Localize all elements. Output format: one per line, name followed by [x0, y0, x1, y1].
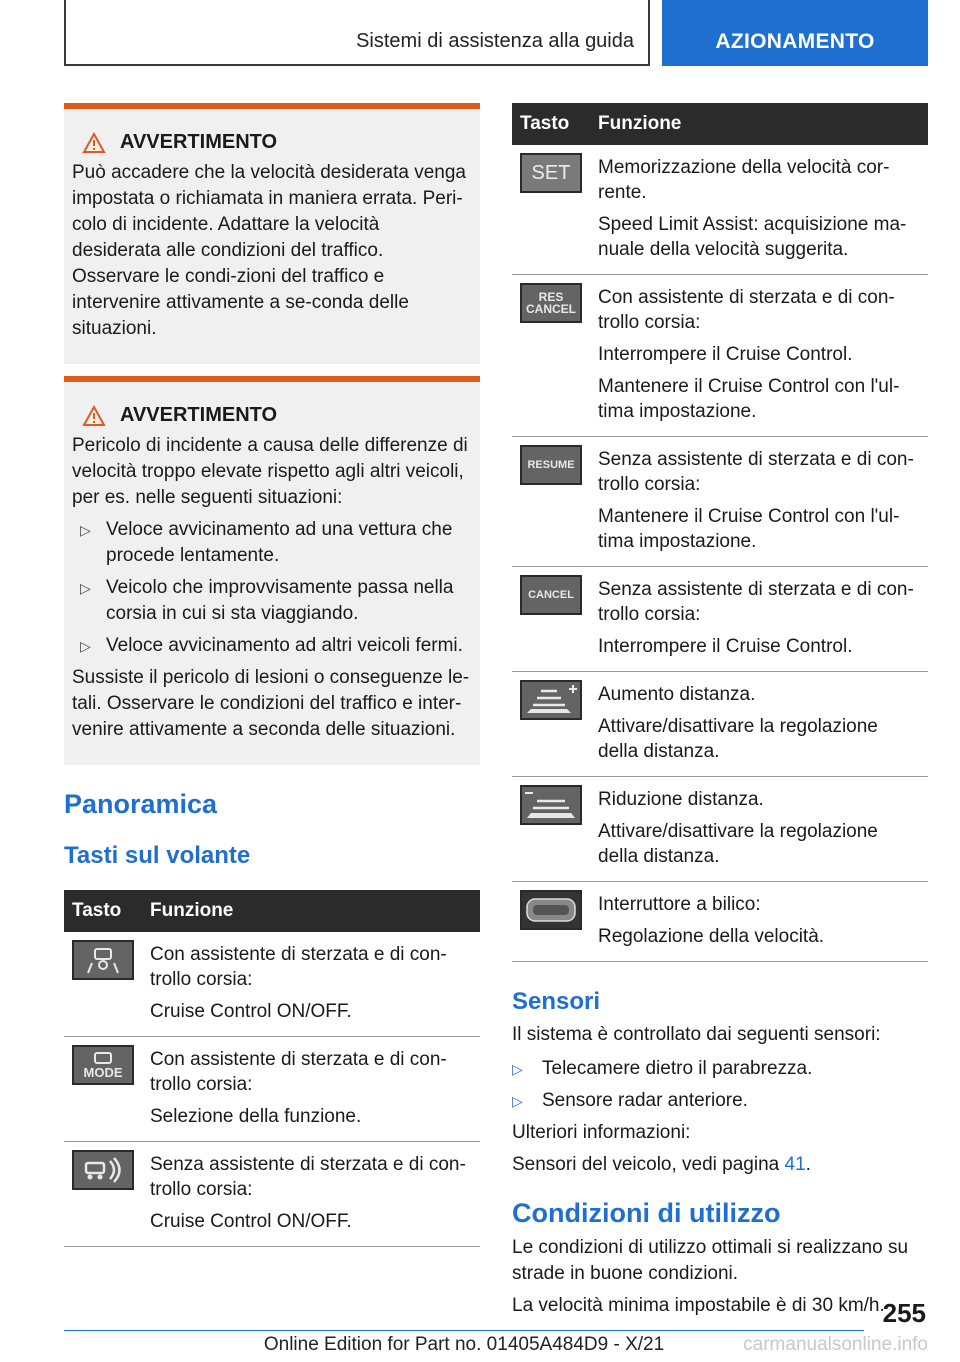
distance-minus-icon — [520, 785, 582, 825]
section-tab — [64, 0, 650, 66]
column-header-tasto: Tasto — [64, 890, 142, 932]
distance-plus-icon — [520, 680, 582, 720]
chapter-title: AZIONAMENTO — [715, 30, 875, 53]
footer-divider — [64, 1330, 864, 1331]
warning-box-2 — [64, 376, 480, 765]
table-row: Riduzione distanza. Attivare/disattivare la regolazione della distanza. — [512, 777, 928, 882]
list-item: ▷ Sensore radar anteriore. — [512, 1088, 928, 1114]
list-item: ▷ Veicolo che improvvisamente passa nella corsia in cui si sta viaggiando. — [80, 577, 454, 624]
bullet-triangle-icon: ▷ — [80, 638, 91, 654]
column-header-tasto: Tasto — [512, 103, 590, 145]
column-header-funzione: Funzione — [590, 103, 928, 145]
footer-edition: Online Edition for Part no. 01405A484D9 - X/21 — [263, 1334, 665, 1355]
table-header-row — [64, 890, 480, 932]
table-row: SET Memorizzazione della velocità cor-rente. Speed Limit Assist: acquisizione ma-nuale della velocità suggerita. — [512, 145, 928, 275]
buttons-table-right — [512, 103, 928, 962]
warning-box-1 — [64, 103, 480, 364]
resume-icon: RESUME — [520, 445, 582, 485]
cruise-lane-icon — [72, 940, 134, 980]
bullet-triangle-icon: ▷ — [512, 1093, 523, 1109]
left-column — [64, 103, 480, 1247]
warning-outro: Sussiste il pericolo di lesioni o conseguenze le-tali. Osservare le condizioni del traffico e inter-venire attivamente a seconda delle situazioni. — [72, 667, 470, 740]
bullet-triangle-icon: ▷ — [80, 522, 91, 538]
page-number: 255 — [882, 1298, 926, 1328]
sensori-reference: Sensori del veicolo, vedi pagina 41. — [512, 1154, 811, 1175]
warning-list — [72, 517, 472, 659]
table-row: Interruttore a bilico: Regolazione della velocità. — [512, 882, 928, 962]
condizioni-text-1: Le condizioni di utilizzo ottimali si realizzano su strade in buone condizioni. — [512, 1237, 909, 1284]
subsection-heading-tasti: Tasti sul volante — [64, 842, 251, 869]
table-row: Senza assistente di sterzata e di con-trollo corsia: Cruise Control ON/OFF. — [64, 1142, 480, 1247]
table-row: Con assistente di sterzata e di con-trollo corsia: Cruise Control ON/OFF. — [64, 932, 480, 1037]
table-row: MODE Con assistente di sterzata e di con-trollo corsia: Selezione della funzione. — [64, 1037, 480, 1142]
column-header-funzione: Funzione — [142, 890, 480, 932]
sensori-list — [512, 1056, 928, 1114]
bullet-triangle-icon: ▷ — [80, 580, 91, 596]
table-header-row — [512, 103, 928, 145]
chapter-tab — [662, 0, 928, 66]
mode-icon: MODE — [72, 1045, 134, 1085]
cruise-control-icon — [72, 1150, 134, 1190]
buttons-table-left — [64, 890, 480, 1247]
table-row: RESUME Senza assistente di sterzata e di con-trollo corsia: Mantenere il Cruise Control con l'ul-tima impostazione. — [512, 437, 928, 567]
warning-icon — [82, 405, 106, 427]
list-item: ▷ Telecamere dietro il parabrezza. — [512, 1056, 928, 1082]
footer-watermark: carmanualsonline.info — [743, 1334, 928, 1355]
right-column — [512, 103, 928, 1319]
condizioni-text-2: La velocità minima impostabile è di 30 km/h. — [512, 1295, 885, 1316]
set-icon: SET — [520, 153, 582, 193]
list-item: ▷ Veloce avvicinamento ad altri veicoli fermi. — [72, 633, 472, 659]
warning-title: AVVERTIMENTO — [120, 404, 278, 426]
section-heading-condizioni: Condizioni di utilizzo — [512, 1198, 781, 1228]
table-row: RES CANCEL Con assistente di sterzata e di con-trollo corsia: Interrompere il Cruise Control. Mantenere il Cruise Control con l'ul-tima impostazione. — [512, 275, 928, 437]
page-header — [64, 0, 928, 66]
res-cancel-icon: RES CANCEL — [520, 283, 582, 323]
warning-icon — [82, 132, 106, 154]
list-item: ▷ Veloce avvicinamento ad una vettura che procede lentamente. — [80, 519, 453, 566]
page-link[interactable]: 41 — [784, 1154, 806, 1175]
table-row: CANCEL Senza assistente di sterzata e di con-trollo corsia: Interrompere il Cruise Control. — [512, 567, 928, 672]
warning-intro: Pericolo di incidente a causa delle differenze di velocità troppo elevate rispetto agli altri veicoli, per es. nelle seguenti situazioni: — [72, 435, 468, 508]
sensori-more: Ulteriori informazioni: — [512, 1122, 691, 1143]
rocker-switch-icon — [520, 890, 582, 930]
section-title: Sistemi di assistenza alla guida — [356, 30, 634, 52]
cancel-icon: CANCEL — [520, 575, 582, 615]
section-heading-sensori: Sensori — [512, 988, 601, 1015]
sensori-intro: Il sistema è controllato dai seguenti sensori: — [512, 1024, 881, 1045]
section-heading-panoramica: Panoramica — [64, 789, 218, 819]
table-row: Aumento distanza. Attivare/disattivare la regolazione della distanza. — [512, 672, 928, 777]
warning-text: Può accadere che la velocità desiderata venga impostata o richiamata in maniera errata. Peri-colo di incidente. Adattare la velocità desiderata alle condizioni del traffico. Osservare le condi-zioni del traffico e intervenire attivamente a se-conda delle situazioni. — [72, 162, 466, 339]
bullet-triangle-icon: ▷ — [512, 1061, 523, 1077]
warning-title: AVVERTIMENTO — [120, 131, 278, 153]
